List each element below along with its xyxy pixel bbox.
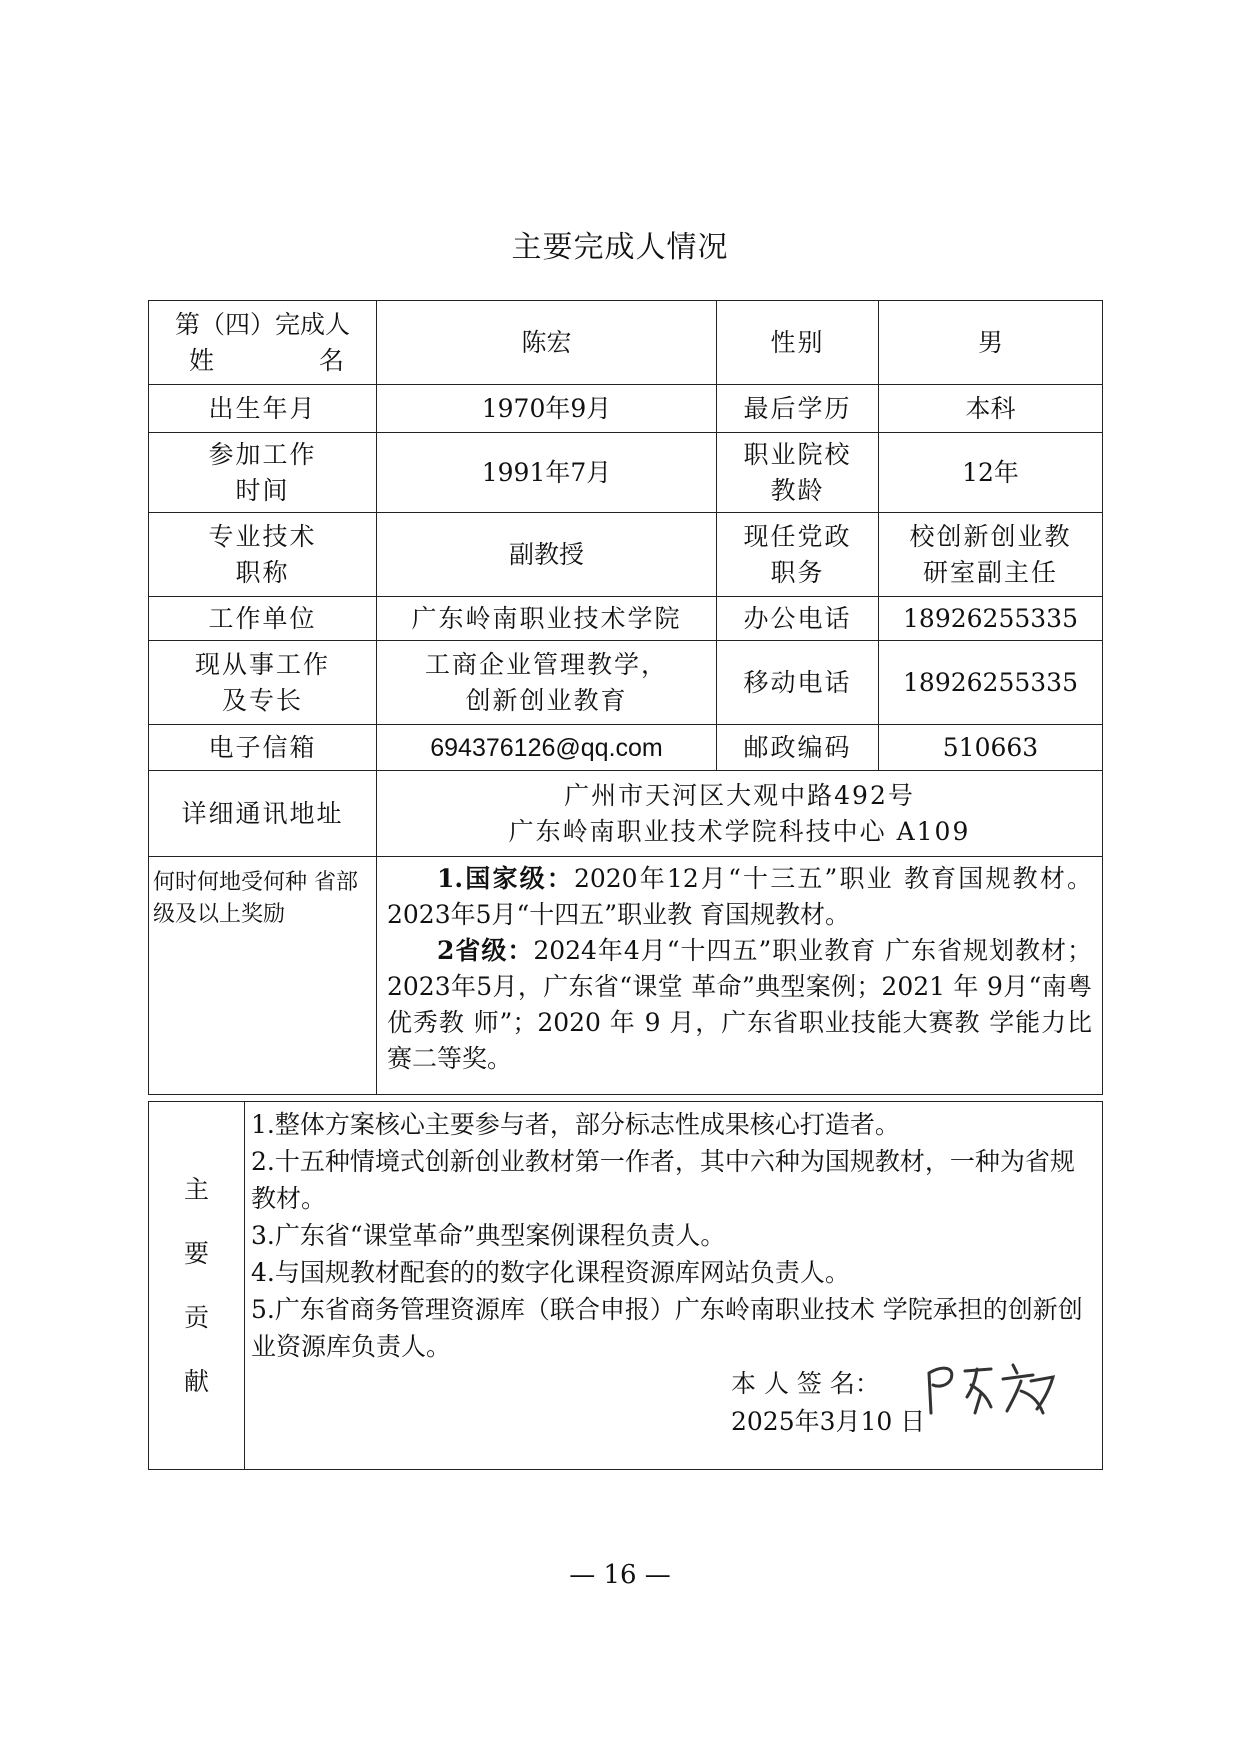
list-item: 3.广东省“课堂革命”典型案例课程负责人。 (251, 1221, 726, 1250)
award-content (377, 857, 1103, 1095)
page-number: — 16 — (569, 1560, 671, 1590)
table-row (149, 857, 1103, 1095)
specialty-label: 现从事工作 及专长 (149, 641, 377, 725)
post-value: 校创新创业教 研室副主任 (879, 513, 1103, 597)
address-value: 广州市天河区大观中路492号 广东岭南职业技术学院科技中心 A109 (377, 771, 1103, 857)
table-row (149, 1102, 1103, 1470)
list-item: 5.广东省商务管理资源库（联合申报）广东岭南职业技术 学院承担的创新创业资源库负责人。 (251, 1295, 1083, 1361)
award-label: 何时何地受何种 省部级及以上奖励 (149, 857, 377, 1095)
work-start-value: 1991年7月 (377, 433, 717, 513)
table-row (149, 301, 1103, 385)
list-item: 4.与国规教材配套的的数字化课程资源库网站负责人。 (251, 1258, 850, 1287)
contribution-label: 主 要 贡 献 (149, 1102, 245, 1470)
post-label: 现任党政 职务 (717, 513, 879, 597)
address-label: 详细通讯地址 (149, 771, 377, 857)
specialty-value: 工商企业管理教学， 创新创业教育 (377, 641, 717, 725)
sign-label: 本 人 签 名： (731, 1369, 880, 1398)
table-row (149, 597, 1103, 641)
table-row (149, 513, 1103, 597)
list-item: 2.十五种情境式创新创业教材第一作者，其中六种为国规教材，一种为省规教材。 (251, 1147, 1075, 1213)
name-value: 陈宏 (377, 301, 717, 385)
table-row (149, 385, 1103, 433)
birth-label: 出生年月 (149, 385, 377, 433)
edu-value: 本科 (879, 385, 1103, 433)
table-row (149, 641, 1103, 725)
info-table (148, 300, 1103, 1095)
prof-title-value: 副教授 (377, 513, 717, 597)
award-national: 1.国家级：2020年12月“十三五”职业 教育国规教材。2023年5月“十四五”职业教 育国规教材。 (387, 864, 1092, 929)
postcode-value: 510663 (879, 725, 1103, 771)
office-phone-value: 18926255335 (879, 597, 1103, 641)
gender-label: 性别 (717, 301, 879, 385)
prof-title-label: 专业技术 职称 (149, 513, 377, 597)
employer-value: 广东岭南职业技术学院 (377, 597, 717, 641)
mobile-value: 18926255335 (879, 641, 1103, 725)
email-label: 电子信箱 (149, 725, 377, 771)
table-row (149, 433, 1103, 513)
page-title: 主要完成人情况 (511, 230, 729, 265)
sign-date: 2025年3月10 日 (731, 1407, 926, 1436)
contribution-content (245, 1102, 1103, 1470)
gender-value: 男 (879, 301, 1103, 385)
table-row (149, 771, 1103, 857)
list-item: 1.整体方案核心主要参与者，部分标志性成果核心打造者。 (251, 1110, 900, 1139)
contribution-table (148, 1101, 1103, 1470)
award-provincial: 2省级：2024年4月“十四五”职业教育 广东省规划教材；2023年5月，广东省“课堂 革命”典型案例；2021 年 9月“南粤优秀教 师”；2020 年 9 月，广东省职业技能大赛教 学能力比赛二等奖。 (387, 936, 1092, 1073)
table-row (149, 725, 1103, 771)
office-phone-label: 办公电话 (717, 597, 879, 641)
signature-block (251, 1365, 1096, 1441)
work-start-label: 参加工作 时间 (149, 433, 377, 513)
email-value: 694376126@qq.com (377, 725, 717, 771)
postcode-label: 邮政编码 (717, 725, 879, 771)
mobile-label: 移动电话 (717, 641, 879, 725)
employer-label: 工作单位 (149, 597, 377, 641)
edu-label: 最后学历 (717, 385, 879, 433)
teach-years-value: 12年 (879, 433, 1103, 513)
signature-image (921, 1351, 1071, 1421)
birth-value: 1970年9月 (377, 385, 717, 433)
name-label: 第（四）完成人 姓 名 (149, 301, 377, 385)
teach-years-label: 职业院校 教龄 (717, 433, 879, 513)
